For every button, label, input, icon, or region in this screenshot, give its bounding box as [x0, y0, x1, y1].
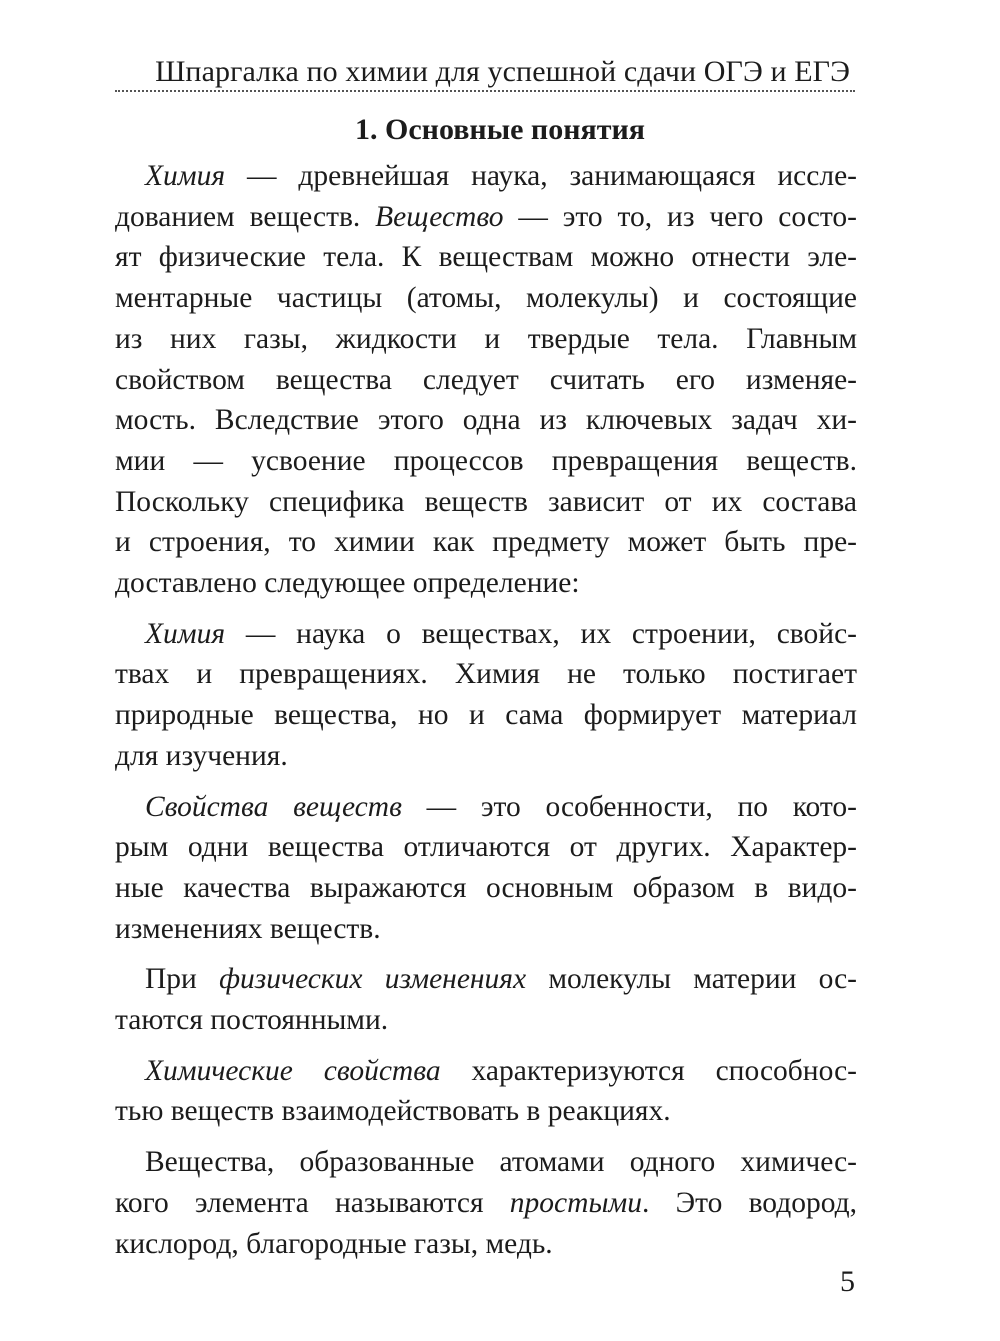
- text-run: твах и превращениях. Химия не только постигает: [115, 658, 857, 691]
- text-run: ментарные частицы (атомы, молекулы) и состоящие: [115, 282, 857, 315]
- text-run: кислород, благородные газы, медь.: [115, 1227, 553, 1260]
- text-run: таются постоянными.: [115, 1004, 389, 1037]
- text-line: [115, 868, 857, 909]
- text-run: дованием веществ.: [115, 200, 376, 233]
- text-run: изменениях веществ.: [115, 912, 381, 945]
- text-run: молекулы материи ос-: [526, 963, 857, 996]
- text-run: и строения, то химии как предмету может быть пре-: [115, 526, 857, 559]
- running-head: Шпаргалка по химии для успешной сдачи ОГЭ и ЕГЭ: [155, 55, 850, 88]
- text-run: из них газы, жидкости и твердые тела. Главным: [115, 322, 857, 355]
- text-run: . Это водород,: [642, 1186, 857, 1219]
- text-run: При: [145, 963, 220, 996]
- text-line: [115, 1051, 857, 1092]
- text-line: [115, 827, 857, 868]
- text-run: тью веществ взаимодействовать в реакциях.: [115, 1095, 671, 1128]
- italic-term: Химия: [145, 160, 226, 192]
- text-run: мии — усвоение процессов превращения веществ.: [115, 444, 857, 477]
- text-run: — это особенности, по кото-: [401, 790, 857, 823]
- paragraph: [115, 156, 857, 604]
- text-line: [115, 1091, 857, 1132]
- italic-term: Свойства веществ: [145, 790, 402, 823]
- text-run: для изучения.: [115, 739, 288, 772]
- italic-term: Химия: [145, 617, 226, 650]
- paragraph: [115, 614, 857, 777]
- body-text: [115, 156, 857, 1264]
- italic-term: физических изменениях: [219, 963, 527, 996]
- text-run: ят физические тела. К веществам можно отнести эле-: [115, 241, 857, 274]
- text-line: [115, 441, 857, 482]
- text-line: [115, 909, 857, 950]
- text-run: рым одни вещества отличаются от других. Характер-: [115, 831, 857, 864]
- text-line: [115, 563, 857, 604]
- text-line: [115, 1142, 857, 1183]
- italic-term: Химические свойства: [145, 1054, 441, 1087]
- text-line: [115, 156, 857, 197]
- text-line: [115, 695, 857, 736]
- text-run: ные качества выражаются основным образом в видо-: [115, 871, 857, 904]
- text-run: природные вещества, но и сама формирует материал: [115, 699, 857, 732]
- text-line: [115, 237, 857, 278]
- text-run: Вещества, образованные атомами одного химичес-: [145, 1146, 857, 1179]
- text-run: — это то, из чего состо-: [503, 200, 857, 233]
- section-title: 1. Основные понятия: [355, 113, 645, 146]
- text-line: [115, 787, 857, 828]
- text-line: [115, 360, 857, 401]
- text-run: мость. Вследствие этого одна из ключевых задач хи-: [115, 404, 857, 437]
- text-run: — древнейшая наука, занимающаяся иссле-: [225, 160, 857, 192]
- page-number: 5: [840, 1265, 855, 1298]
- italic-term: Вещество: [375, 200, 504, 233]
- text-run: характеризуются способнос-: [440, 1054, 857, 1087]
- text-run: свойством вещества следует считать его изменяе-: [115, 363, 857, 396]
- text-line: [115, 1183, 857, 1224]
- text-line: [115, 1000, 857, 1041]
- italic-term: простыми: [509, 1186, 642, 1219]
- paragraph: [115, 1051, 857, 1132]
- paragraph: [115, 1142, 857, 1264]
- text-line: [115, 400, 857, 441]
- text-line: [115, 736, 857, 777]
- text-line: [115, 959, 857, 1000]
- text-line: [115, 654, 857, 695]
- text-run: Поскольку специфика веществ зависит от их состава: [115, 485, 857, 518]
- text-line: [115, 319, 857, 360]
- text-line: [115, 482, 857, 523]
- header-dotted-rule: [115, 90, 855, 92]
- text-line: [115, 278, 857, 319]
- text-line: [115, 197, 857, 238]
- paragraph: [115, 959, 857, 1040]
- text-line: [115, 1224, 857, 1265]
- text-line: [115, 614, 857, 655]
- text-run: — наука о веществах, их строении, свойс-: [225, 617, 857, 650]
- text-run: доставлено следующее определение:: [115, 567, 580, 600]
- text-run: кого элемента называются: [115, 1186, 510, 1219]
- text-line: [115, 522, 857, 563]
- paragraph: [115, 787, 857, 950]
